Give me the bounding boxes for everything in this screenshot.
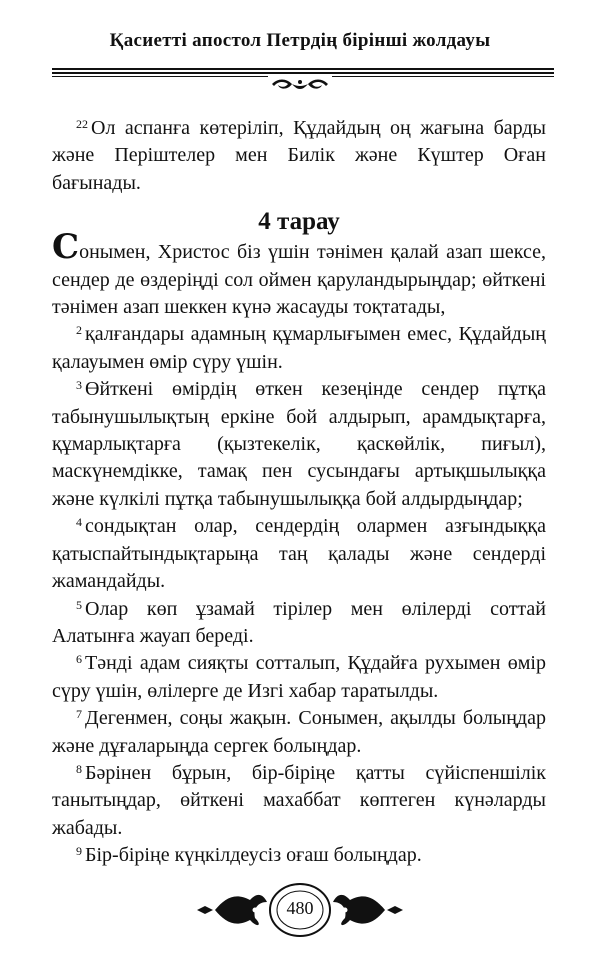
verse-text: Дегенмен, соңы жақын. Сонымен, ақылды болыңдар жəне дұғаларыңда сергек болыңдар. (52, 707, 546, 757)
verse-22 (52, 115, 546, 197)
page-number: 480 (286, 898, 314, 918)
verse-text: Олар көп ұзамай тірілер мен өлілерді соттай Алатынға жауап береді. (52, 597, 546, 647)
verse-text: Ол аспанға көтеріліп, Құдайдың оң жағына барды жəне Періштелер мен Билік жəне Күштер Оған бағынады. (52, 117, 546, 194)
header-rule (52, 68, 554, 70)
verse-7 (52, 705, 546, 760)
verse-1 (52, 227, 546, 321)
verse-9 (52, 842, 546, 869)
verse-text: қалғандары адамның құмарлығымен емес, Құдайдың қалауымен өмір сүру үшін. (52, 323, 546, 373)
verse-text: Бір-біріңе күңкілдеусіз оғаш болыңдар. (85, 844, 422, 867)
header-rule (52, 72, 554, 74)
verse-text: сондықтан олар, сендердің олармен азғындыққа қатыспайтындықтарыңа таң қалады жəне сендерді жамандайды. (52, 515, 546, 593)
verse-5 (52, 596, 546, 651)
verse-text: Өйткені өмірдің өткен кезеңінде сендер пұтқа табынушылықтың еркіне бой алдырып, арамдықтарға, құмарлықтарға (қызтекелік, қаскөйлік, пиғыл), маскүнемдікке, тамақ пен сусындағы артықшылыққа жəне күлкілі пұтқа табынушылыққа бой алдырдыңдар; (52, 378, 546, 510)
verse-4 (52, 513, 546, 595)
verse-8 (52, 760, 546, 842)
verse-number: 2 (76, 323, 82, 338)
verse-number: 22 (76, 117, 88, 131)
verse-number: 6 (76, 652, 82, 667)
page-body (52, 115, 546, 870)
verse-3 (52, 376, 546, 513)
verse-number: 5 (76, 597, 82, 612)
verse-number: 9 (76, 844, 82, 859)
verse-text: Бəрінен бұрын, бір-біріңе қатты сүйіспеншілік танытыңдар, өйткені махаббат көптеген күнəларды жабады. (52, 761, 546, 839)
verse-6 (52, 650, 546, 705)
verse-number: 3 (76, 378, 82, 393)
drop-cap: С (52, 227, 80, 268)
verse-text: онымен, Христос біз үшін тəнімен қалай азап шексе, сендер де өздеріңді сол оймен қаруландырыңдар; өйткені тəнімен азап шеккен күнə жасауды тоқтатады, (52, 241, 546, 319)
verse-number: 8 (76, 761, 82, 776)
verse-number: 4 (76, 515, 82, 530)
chapter-heading: 4 тарау (258, 208, 340, 236)
verse-number: 7 (76, 707, 82, 722)
verse-2 (52, 321, 546, 376)
running-title: Қасиетті апостол Петрдің бірінші жолдауы (109, 30, 491, 51)
verse-text: Тəнді адам сияқты сотталып, Құдайға рухымен өмір сүру үшін, өлілерге де Изгі хабар таратылды. (52, 652, 546, 702)
header-ornament-icon (268, 76, 332, 96)
